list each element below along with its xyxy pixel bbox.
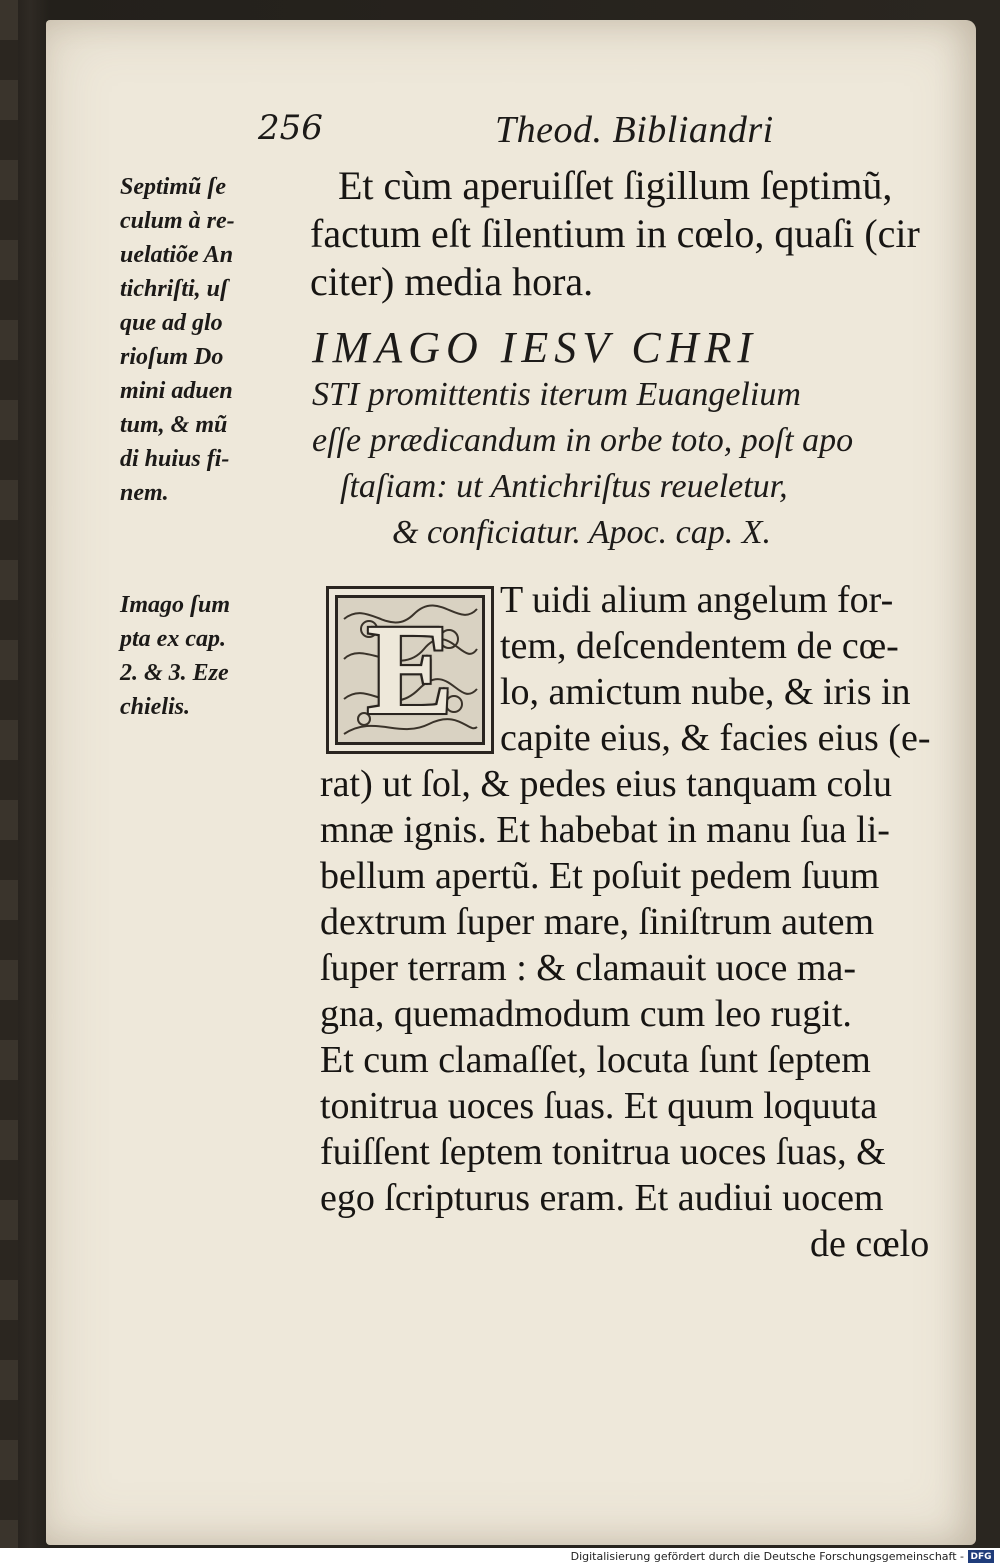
margin-note-line: uelatiõe An [120, 242, 234, 268]
catchword: de cœlo [810, 1223, 930, 1265]
body-line: tonitrua uoces ſuas. Et quum loquuta [320, 1085, 878, 1127]
body-line: Et cùm aperuiſſet ſigillum ſeptimũ, [338, 163, 893, 208]
margin-note-line: mini aduen [120, 378, 233, 404]
margin-note-line: chielis. [120, 694, 190, 720]
body-line: gna, quemadmodum cum leo rugit. [320, 993, 852, 1035]
body-line: citer) media hora. [310, 259, 594, 304]
body-line: bellum apertũ. Et poſuit pedem ſuum [320, 855, 880, 897]
heading-line: eſſe prædicandum in orbe toto, poſt apo [312, 422, 854, 459]
margin-note-line: di huius fi- [120, 446, 230, 472]
margin-note-line: culum à re- [120, 208, 235, 234]
margin-note-line: nem. [120, 480, 169, 506]
margin-note-line: que ad glo [120, 310, 223, 336]
digitization-credit: Digitalisierung gefördert durch die Deutsche Forschungsgemeinschaft - [570, 1550, 964, 1563]
running-head: Theod. Bibliandri [495, 109, 774, 151]
margin-note-line: 2. & 3. Eze [120, 660, 229, 686]
initial-letter: E [366, 598, 454, 742]
body-line: dextrum ſuper mare, ſiniſtrum autem [320, 901, 875, 943]
book-spine-edge [0, 0, 18, 1548]
body-line: lo, amictum nube, & iris in [500, 671, 911, 713]
body-line: fuiſſent ſeptem tonitrua uoces ſuas, & [320, 1131, 886, 1173]
page-number: 256 [258, 108, 323, 148]
heading-line: STI promittentis iterum Euangelium [312, 376, 801, 413]
body-line: ego ſcripturus eram. Et audiui uocem [320, 1177, 884, 1219]
decorated-woodcut-initial-icon [326, 586, 494, 754]
margin-note-line: tum, & mũ [120, 412, 228, 438]
body-line: T uidi alium angelum for- [500, 579, 894, 621]
margin-note-line: rioſum Do [120, 344, 224, 370]
body-line: capite eius, & facies eius (e- [500, 717, 931, 759]
body-line: rat) ut ſol, & pedes eius tanquam colu [320, 763, 892, 805]
heading-line: IMAGO IESV CHRI [312, 323, 758, 372]
margin-note-line: tichriſti, uſ [120, 276, 229, 302]
body-line: Et cum clamaſſet, locuta ſunt ſeptem [320, 1039, 871, 1081]
body-line: ſuper terram : & clamauit uoce ma- [320, 947, 856, 989]
margin-note-line: Imago ſum [120, 592, 231, 618]
margin-note-septimum [120, 170, 235, 510]
heading-line: ſtaſiam: ut Antichriſtus reueletur, [340, 468, 788, 505]
margin-note-line: pta ex cap. [120, 626, 226, 652]
body-line: mnæ ignis. Et habebat in manu ſua li- [320, 809, 890, 851]
dfg-logo-icon[interactable]: DFG [968, 1550, 994, 1563]
margin-note-line: Septimũ ſe [120, 174, 226, 200]
margin-note-imago [120, 588, 230, 724]
heading-line: & conficiatur. Apoc. cap. X. [392, 514, 771, 551]
body-line: tem, deſcendentem de cœ- [500, 625, 899, 667]
body-line: factum eſt ſilentium in cœlo, quaſi (cir [310, 211, 920, 256]
